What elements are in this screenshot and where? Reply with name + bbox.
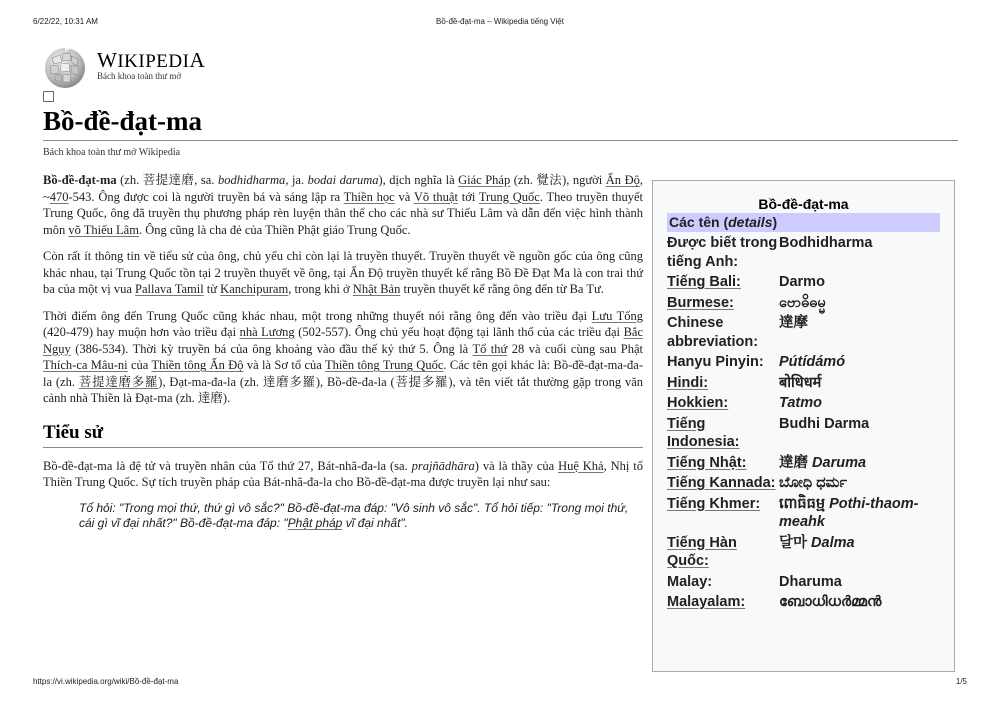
infobox-row-value xyxy=(779,374,940,395)
link-zh-name[interactable]: 菩提達磨多羅 xyxy=(78,374,159,389)
wordmark-final: A xyxy=(189,48,206,72)
infobox-row xyxy=(667,593,940,614)
infobox-row-label xyxy=(667,353,779,374)
infobox-row-label[interactable] xyxy=(667,454,779,475)
infobox-row xyxy=(667,573,940,594)
infobox xyxy=(652,180,955,672)
wordmark-middle: IKIPEDI xyxy=(117,51,190,72)
print-page-number: 1/5 xyxy=(955,677,967,686)
link-470[interactable]: 470 xyxy=(49,189,69,204)
infobox-value-text: 達磨 xyxy=(779,454,813,471)
link-thien-tong-an-do[interactable]: Thiền tông Ấn Độ xyxy=(151,358,244,372)
link-luu-tong[interactable]: Lưu Tống xyxy=(591,308,644,323)
infobox-value-italic: Pothi-thaom-meahk xyxy=(779,495,919,530)
infobox-row-value xyxy=(779,415,940,454)
infobox-value-text: ဗောဓိဓမ္မ xyxy=(779,294,826,311)
infobox-row xyxy=(667,534,940,573)
link-pallava-tamil[interactable]: Pallava Tamil xyxy=(135,282,204,296)
link-kanchipuram[interactable]: Kanchipuram xyxy=(220,282,289,296)
print-footer xyxy=(33,677,967,689)
paragraph-intro: Bồ-đề-đạt-ma (zh. 菩提達磨, sa. bodhidharma, ja. bodai daruma), dịch nghĩa là Giác Pháp (zh. 覺法), người Ấn Độ, ~470-543. Ông được coi là người truyền bá và sáng lập ra Thiền học và Võ thuật tới Trung Quốc. Theo truyền thuyết Trung Quốc, ông đã truyền thụ phương pháp rèn luyện thân thể cho các nhà sư Thiếu Lâm và dẫn đến việc hình thành môn võ Thiếu Lâm. Ông cũng là cha đẻ của Thiền Phật giáo Trung Quốc. xyxy=(43,173,643,237)
infobox-value-text: ബോധിധർമ്മൻ xyxy=(779,594,882,610)
infobox-label-text: Hanyu Pinyin: xyxy=(667,354,764,370)
infobox-row-value xyxy=(779,573,940,594)
paragraph-origin: Còn rất ít thông tin về tiểu sử của ông, chủ yếu chỉ còn lại là truyền thuyết. Truyền thuyết về nguồn gốc của ông cũng khác nhau, tại Trung Quốc tồn tại 2 truyền thuyết về ông, tại Ấn Độ truyền thuyết kể rằng Bồ Đề Đạt Ma là con trai thứ ba của một vị vua Pallava Tamil từ Kanchipuram, trong khi ở Nhật Bản truyền thuyết kể rằng ông đến từ Ba Tư. xyxy=(43,249,643,296)
infobox-value-italic: Daruma xyxy=(812,454,867,471)
page-title: Bồ-đề-đạt-ma xyxy=(43,104,958,141)
infobox-row xyxy=(667,394,940,415)
infobox-row xyxy=(667,273,940,294)
infobox-label-text[interactable]: Tiếng Hàn Quốc: xyxy=(667,534,737,569)
infobox-value-text: Darmo xyxy=(779,274,825,290)
infobox-row-value xyxy=(779,294,940,315)
lead-term: Bồ-đề-đạt-ma xyxy=(43,173,117,187)
infobox-label-text: Chinese abbreviation: xyxy=(667,315,759,350)
infobox-label-text[interactable]: Tiếng Nhật: xyxy=(667,454,747,471)
infobox-value-text: ಬೋಧಿ ಧರ್ಮ xyxy=(779,475,847,491)
link-phat-phap[interactable]: Phật pháp xyxy=(287,516,343,530)
infobox-row-label[interactable] xyxy=(667,495,779,534)
link-giac-phap[interactable]: Giác Pháp xyxy=(458,173,511,187)
infobox-section-header: Các tên (details) xyxy=(667,213,940,232)
infobox-row-label[interactable] xyxy=(667,534,779,573)
link-vo-thuat[interactable]: Võ thuật xyxy=(413,189,458,204)
print-title: Bồ-đề-đạt-ma – Wikipedia tiếng Việt xyxy=(436,17,564,26)
infobox-value-text: बोधिधर्म xyxy=(779,374,822,391)
menu-checkbox[interactable] xyxy=(43,91,54,102)
link-an-do[interactable]: Ấn Độ xyxy=(605,173,640,187)
logo-tagline: Bách khoa toàn thư mở xyxy=(97,71,182,81)
link-bac-nguy[interactable]: Bắc Ngụy xyxy=(43,325,643,356)
infobox-value-italic: Pútídámó xyxy=(779,354,846,370)
infobox-value-text: Budhi Darma xyxy=(779,415,870,432)
infobox-row xyxy=(667,415,940,454)
wordmark xyxy=(97,48,205,73)
link-thich-ca-mau-ni[interactable]: Thích-ca Mâu-ni xyxy=(43,358,128,372)
infobox-row-value xyxy=(779,394,940,415)
infobox-row-label xyxy=(667,234,779,273)
paragraph-biography: Bồ-đề-đạt-ma là đệ tử và truyền nhân của Tổ thứ 27, Bát-nhã-đa-la (sa. prajñādhāra) và là thầy của Huệ Khả, Nhị tổ Thiền Trung Quốc. Sự tích truyền pháp của Bát-nhã-đa-la cho Bồ-đề-đạt-ma được truyền lại như sau: xyxy=(43,458,643,489)
infobox-row-value xyxy=(779,593,940,614)
infobox-row xyxy=(667,294,940,315)
infobox-row-label[interactable] xyxy=(667,415,779,454)
paragraph-arrival: Thời điểm ông đến Trung Quốc cũng khác nhau, một trong những thuyết nói rằng ông đến vào triều đại Lưu Tống (420-479) hay muộn hơn vào triều đại nhà Lương (502-557). Ông chủ yếu hoạt động tại lãnh thổ của các triều đại Bắc Ngụy (386-534). Thời kỳ truyền bá của ông khoảng vào đầu thế kỷ thứ 5. Ông là Tổ thứ 28 và cuối cùng sau Phật Thích-ca Mâu-ni của Thiền tông Ấn Độ và là Sơ tổ của Thiền tông Trung Quốc. Các tên gọi khác là: Bồ-đề-đạt-ma-đa-la (zh. 菩提達磨多羅), Đạt-ma-đa-la (zh. 達磨多羅), Bồ-đề-đa-la (菩提多羅), và tên viết tắt thường gặp trong văn cảnh nhà Thiền là Đạt-ma (zh. 達磨). xyxy=(43,308,644,405)
link-nha-luong[interactable]: nhà Lương xyxy=(239,325,295,339)
infobox-value-text: Dharuma xyxy=(779,573,842,590)
infobox-row-label xyxy=(667,314,779,353)
link-nhat-ban[interactable]: Nhật Bản xyxy=(352,282,401,296)
infobox-row xyxy=(667,495,940,534)
wikipedia-logo[interactable] xyxy=(42,44,262,89)
link-thien-hoc[interactable]: Thiền học xyxy=(343,189,395,204)
article-content xyxy=(43,172,643,532)
quote-block: Tổ hỏi: "Trong mọi thứ, thứ gì vô sắc?" Bồ-đề-đạt-ma đáp: "Vô sinh vô sắc". Tổ hỏi tiếp: "Trong mọi thứ, cái gì vĩ đại nhất?" Bồ-đề-đạt-ma đáp: "Phật pháp vĩ đại nhất". xyxy=(79,500,629,530)
infobox-value-text: Bodhidharma xyxy=(779,235,873,251)
infobox-row-label[interactable] xyxy=(667,273,779,294)
infobox-row-label[interactable] xyxy=(667,474,779,495)
infobox-value-text: ពោធិធម្ម xyxy=(779,495,830,512)
infobox-row-value xyxy=(779,495,940,534)
link-hue-kha[interactable]: Huệ Khả xyxy=(558,458,604,473)
infobox-row xyxy=(667,314,940,353)
infobox-row-label xyxy=(667,573,779,594)
infobox-row-label[interactable] xyxy=(667,593,779,614)
infobox-title: Bồ-đề-đạt-ma xyxy=(758,196,849,212)
infobox-label-text[interactable]: Burmese: xyxy=(667,294,734,311)
print-header xyxy=(33,17,967,29)
wordmark-initial: W xyxy=(97,48,118,72)
infobox-row-label[interactable] xyxy=(667,394,779,415)
infobox-row-value xyxy=(779,234,940,273)
infobox-label-text[interactable]: Tiếng Khmer: xyxy=(667,495,761,512)
infobox-label-text[interactable]: Tiếng Bali: xyxy=(667,274,741,290)
infobox-row xyxy=(667,234,940,273)
link-thien-tong-trung-quoc[interactable]: Thiền tông Trung Quốc xyxy=(324,358,444,372)
wikipedia-globe-icon xyxy=(42,44,88,90)
print-date: 6/22/22, 10:31 AM xyxy=(33,17,98,26)
link-vo-thieu-lam[interactable]: võ Thiếu Lâm xyxy=(68,222,139,237)
infobox-row xyxy=(667,454,940,475)
infobox-label-text[interactable]: Malayalam: xyxy=(667,594,746,610)
infobox-row xyxy=(667,353,940,374)
print-url: https://vi.wikipedia.org/wiki/Bồ-đề-đạt-ma xyxy=(33,677,179,686)
infobox-label-text[interactable]: Hokkien: xyxy=(667,395,729,411)
infobox-label-text: Được biết trong tiếng Anh: xyxy=(667,235,778,270)
infobox-label-text[interactable]: Hindi: xyxy=(667,374,709,391)
section-heading-tieu-su: Tiểu sử xyxy=(43,421,643,448)
infobox-row xyxy=(667,374,940,395)
infobox-row xyxy=(667,474,940,495)
infobox-details-link[interactable]: details xyxy=(728,214,773,230)
infobox-row-value xyxy=(779,474,940,495)
infobox-row-label[interactable] xyxy=(667,294,779,315)
infobox-label-text[interactable]: Tiếng Kannada: xyxy=(667,475,776,491)
site-subtitle: Bách khoa toàn thư mở Wikipedia xyxy=(43,147,181,158)
infobox-row-value xyxy=(779,454,940,475)
infobox-row-value xyxy=(779,273,940,294)
infobox-row-value xyxy=(779,534,940,573)
infobox-value-text: 달마 xyxy=(779,534,812,551)
link-to-thu[interactable]: Tổ thứ xyxy=(472,341,508,356)
infobox-label-text: Malay: xyxy=(667,573,713,590)
infobox-value-italic: Dalma xyxy=(811,534,855,551)
infobox-label-text[interactable]: Tiếng Indonesia: xyxy=(667,415,740,450)
infobox-row-label[interactable] xyxy=(667,374,779,395)
link-trung-quoc[interactable]: Trung Quốc xyxy=(478,189,540,204)
infobox-names-table xyxy=(667,234,940,614)
infobox-value-text: 達摩 xyxy=(779,315,808,331)
infobox-value-italic: Tatmo xyxy=(779,395,822,411)
infobox-row-value xyxy=(779,353,940,374)
infobox-row-value xyxy=(779,314,940,353)
